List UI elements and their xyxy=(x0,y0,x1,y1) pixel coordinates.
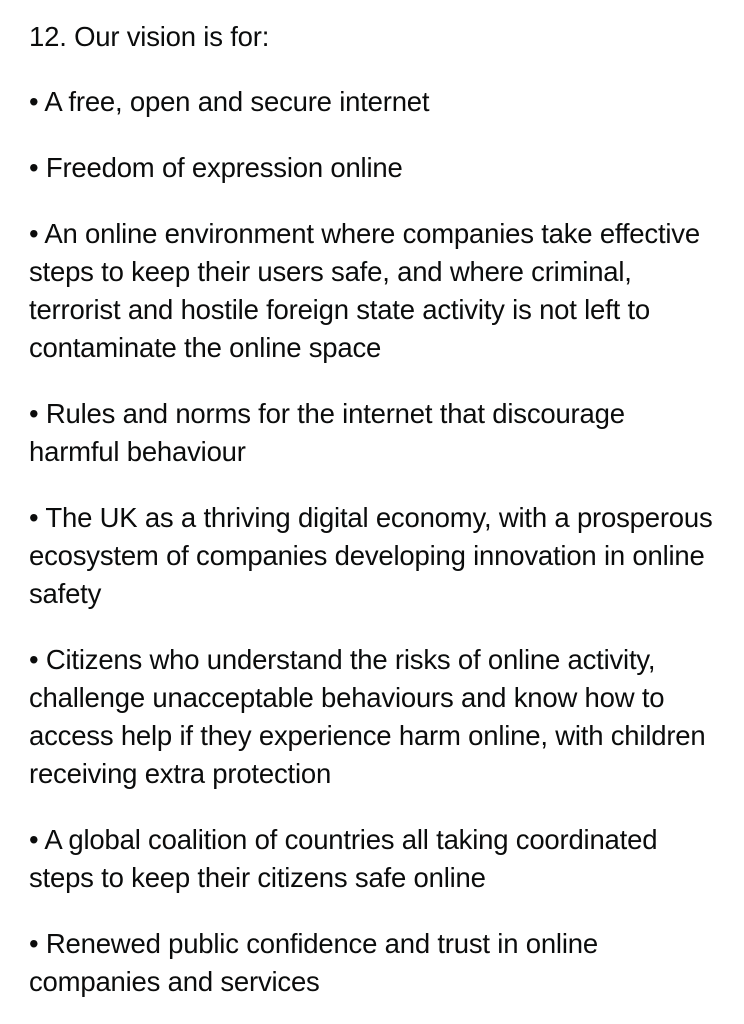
vision-item: • Rules and norms for the internet that discourage harmful behaviour xyxy=(29,398,625,467)
vision-item: • Freedom of expression online xyxy=(29,152,403,183)
vision-intro: 12. Our vision is for: xyxy=(29,21,270,52)
vision-item: • A global coalition of countries all taking coordinated steps to keep their citizens safe online xyxy=(29,824,658,893)
vision-item: • The UK as a thriving digital economy, with a prosperous ecosystem of companies developing innovation in online safety xyxy=(29,502,713,609)
vision-item: • An online environment where companies take effective steps to keep their users safe, and where criminal, terrorist and hostile foreign state activity is not left to contaminate the online space xyxy=(29,218,700,363)
vision-item: • A free, open and secure internet xyxy=(29,86,430,117)
vision-item: • Renewed public confidence and trust in online companies and services xyxy=(29,928,598,997)
vision-item: • Citizens who understand the risks of online activity, challenge unacceptable behaviours and know how to access help if they experience harm online, with children receiving extra protection xyxy=(29,644,706,789)
